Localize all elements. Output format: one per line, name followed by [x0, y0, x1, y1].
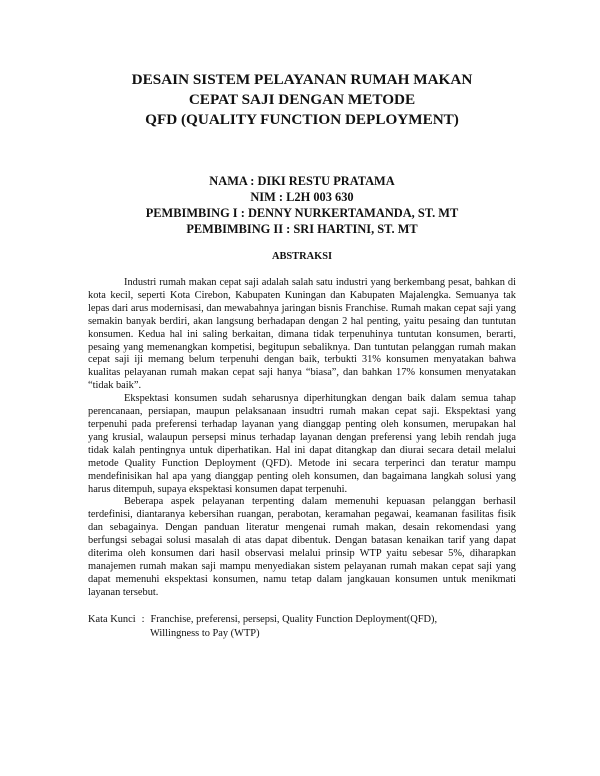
- title-line-2: CEPAT SAJI DENGAN METODE: [188, 91, 416, 108]
- author-name: NAMA : DIKI RESTU PRATAMA: [209, 174, 395, 188]
- advisor-1: PEMBIMBING I : DENNY NURKERTAMANDA, ST. MT: [145, 206, 459, 220]
- abstract-heading: ABSTRAKSI: [271, 251, 333, 262]
- paper-page: [88, 70, 516, 641]
- abstract-body: [88, 277, 516, 600]
- title-line-3: QFD (QUALITY FUNCTION DEPLOYMENT): [145, 111, 459, 128]
- keywords-colon: :: [141, 613, 145, 625]
- title-line-1: DESAIN SISTEM PELAYANAN RUMAH MAKAN: [131, 71, 473, 88]
- keywords-line-1: Franchise, preferensi, persepsi, Quality Function Deployment(QFD),: [150, 613, 438, 625]
- keywords-label: Kata Kunci: [88, 613, 136, 625]
- keywords-row: [88, 613, 516, 627]
- abstract-paragraph-2: Ekspektasi konsumen sudah seharusnya diperhitungkan dengan baik dalam semua tahap perencanaan, persiapan, maupun pelaksanaan insudtri rumah makan cepat saji. Ekspektasi yang terpenuhi pada preferensi terhadap layanan yang dianggap penting oleh konsumen, merupakan hal yang krusial, walaupun persepsi minus terhadap layanan dengan preferensi yang lebih rendah juga tidak kalah pentingnya untuk diperhatikan. Hal ini dapat ditangkap dan diurai secara detail melalui metode Quality Function Deployment (QFD). Metode ini secara terperinci dan teratur mampu mendefinisikan hal apa yang dianggap penting oleh konsumen, dan bagaimana langkah solusi yang harus ditempuh, supaya ekspektasi konsumen dapat terpenuhi.: [88, 393, 516, 495]
- paper-title: [88, 70, 516, 130]
- author-block: [88, 173, 516, 237]
- advisor-2: PEMBIMBING II : SRI HARTINI, ST. MT: [186, 222, 418, 236]
- abstract-paragraph-1: Industri rumah makan cepat saji adalah salah satu industri yang berkembang pesat, bahkan di kota kecil, seperti Kota Cirebon, Kabupaten Kuningan dan Kabupaten Majalengka. Semuanya tak lepas dari arus modernisasi, dan mewabahnya jaringan bisnis Franchise. Rumah makan cepat saji yang semakin banyak berdiri, akan langsung berhadapan dengan 2 hal penting, yaitu pesaing dan tuntutan konsumen. Kedua hal ini saling berkaitan, dimana tidak terpenuhinya tuntutan konsumen, berarti, pesaing yang memenangkan kompetisi, begitupun sebaliknya. Dan tuntutan pelanggan rumah makan cepat saji iji memang belum terpenuhi dengan baik, terbukti 31% konsumen menyatakan bahwa kualitas pelayanan rumah makan cepat saji hanya “biasa”, dan bahkan 17% konsumen menyatakan “tidak baik”.: [88, 277, 516, 392]
- author-nim: NIM : L2H 003 630: [250, 190, 354, 204]
- abstract-paragraph-3: Beberapa aspek pelayanan terpenting dalam memenuhi kepuasan pelanggan berhasil terdefinisi, diantaranya kebersihan ruangan, perabotan, keramahan pegawai, keamanan fasilitas fisik dan sebagainya. Dengan panduan literatur mengenai rumah makan, desain rekomendasi yang berfungsi sebagai solusi masalah di atas dapat dibentuk. Dengan batasan kenaikan tarif yang dapat diterima oleh konsumen dari hasil observasi melalui prinsip WTP yaitu sebesar 5%, diharapkan manajemen rumah makan saji mampu menyediakan sistem pelayanan rumah makan cepat saji yang dapat memenuhi ekspektasi konsumen, namu tetap dalam jangkauan konsumen untuk menikmati layanan tersebut.: [88, 496, 516, 598]
- keywords-line-2: Willingness to Pay (WTP): [150, 627, 260, 639]
